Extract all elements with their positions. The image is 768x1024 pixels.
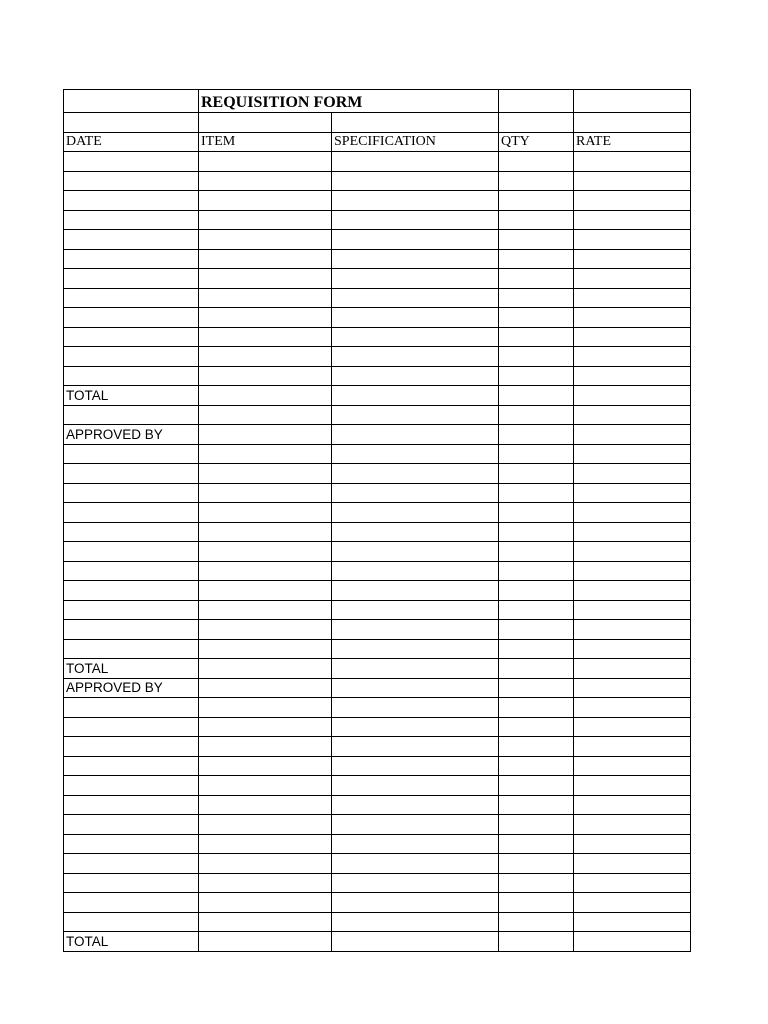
entry-row: [64, 600, 691, 620]
cell[interactable]: [64, 152, 199, 172]
cell[interactable]: [574, 815, 691, 835]
cell[interactable]: [574, 483, 691, 503]
cell[interactable]: [332, 288, 499, 308]
cell[interactable]: [499, 639, 574, 659]
cell[interactable]: [199, 873, 332, 893]
cell[interactable]: [64, 542, 199, 562]
cell[interactable]: [574, 464, 691, 484]
cell[interactable]: [332, 308, 499, 328]
cell[interactable]: [64, 405, 199, 425]
entry-row: [64, 327, 691, 347]
cell[interactable]: [64, 191, 199, 211]
form-body: [64, 90, 691, 952]
entry-row: [64, 854, 691, 874]
cell[interactable]: [332, 542, 499, 562]
cell[interactable]: [199, 269, 332, 289]
cell[interactable]: [199, 405, 332, 425]
cell[interactable]: [199, 191, 332, 211]
cell[interactable]: [499, 249, 574, 269]
entry-row: [64, 795, 691, 815]
cell[interactable]: [199, 581, 332, 601]
cell[interactable]: [574, 90, 691, 113]
cell[interactable]: [499, 737, 574, 757]
entry-row: [64, 815, 691, 835]
cell[interactable]: [499, 620, 574, 640]
total-row-label: TOTAL: [64, 932, 199, 952]
cell[interactable]: [332, 854, 499, 874]
cell[interactable]: [574, 659, 691, 679]
total-row: [64, 659, 691, 679]
cell[interactable]: [332, 698, 499, 718]
requisition-form-table: [63, 89, 691, 952]
cell[interactable]: [64, 366, 199, 386]
entry-row: [64, 503, 691, 523]
cell[interactable]: [499, 912, 574, 932]
cell[interactable]: [64, 269, 199, 289]
cell[interactable]: [64, 581, 199, 601]
cell[interactable]: [332, 522, 499, 542]
entry-row: [64, 366, 691, 386]
cell[interactable]: [574, 503, 691, 523]
cell[interactable]: [332, 210, 499, 230]
cell[interactable]: [332, 444, 499, 464]
cell[interactable]: [499, 932, 574, 952]
entry-row: [64, 522, 691, 542]
cell[interactable]: [574, 600, 691, 620]
entry-row: [64, 717, 691, 737]
cell[interactable]: [332, 581, 499, 601]
cell[interactable]: [199, 932, 332, 952]
cell[interactable]: [64, 561, 199, 581]
entry-row: [64, 873, 691, 893]
form-title: REQUISITION FORM: [199, 90, 499, 113]
cell[interactable]: [332, 893, 499, 913]
entry-row: [64, 912, 691, 932]
cell[interactable]: [199, 464, 332, 484]
entry-row: [64, 561, 691, 581]
cell[interactable]: [64, 776, 199, 796]
cell[interactable]: [574, 327, 691, 347]
cell[interactable]: [199, 717, 332, 737]
cell[interactable]: [199, 522, 332, 542]
cell[interactable]: [574, 834, 691, 854]
cell[interactable]: [64, 620, 199, 640]
total-row-label: TOTAL: [64, 386, 199, 406]
cell[interactable]: [499, 542, 574, 562]
cell[interactable]: [199, 483, 332, 503]
cell[interactable]: [199, 113, 332, 133]
entry-row: [64, 483, 691, 503]
cell[interactable]: [574, 347, 691, 367]
cell[interactable]: [199, 659, 332, 679]
cell[interactable]: [574, 932, 691, 952]
cell[interactable]: [574, 210, 691, 230]
cell[interactable]: [499, 834, 574, 854]
cell[interactable]: [199, 639, 332, 659]
cell[interactable]: [199, 912, 332, 932]
entry-row: [64, 444, 691, 464]
cell[interactable]: [499, 90, 574, 113]
cell[interactable]: [64, 288, 199, 308]
cell[interactable]: [199, 893, 332, 913]
cell[interactable]: [64, 327, 199, 347]
cell[interactable]: [332, 912, 499, 932]
header-item: ITEM: [199, 132, 332, 152]
cell[interactable]: [199, 308, 332, 328]
cell[interactable]: [574, 756, 691, 776]
cell[interactable]: [499, 776, 574, 796]
cell[interactable]: [574, 912, 691, 932]
cell[interactable]: [64, 854, 199, 874]
cell[interactable]: [499, 698, 574, 718]
cell[interactable]: [332, 932, 499, 952]
cell[interactable]: [499, 288, 574, 308]
cell[interactable]: [64, 600, 199, 620]
cell[interactable]: [499, 873, 574, 893]
cell[interactable]: [64, 308, 199, 328]
cell[interactable]: [574, 366, 691, 386]
cell[interactable]: [499, 191, 574, 211]
cell[interactable]: [574, 620, 691, 640]
cell[interactable]: [499, 483, 574, 503]
cell[interactable]: [574, 230, 691, 250]
cell[interactable]: [499, 210, 574, 230]
cell[interactable]: [499, 659, 574, 679]
cell[interactable]: [199, 561, 332, 581]
cell[interactable]: [574, 639, 691, 659]
header-date: DATE: [64, 132, 199, 152]
cell[interactable]: [199, 620, 332, 640]
total-row-label: TOTAL: [64, 659, 199, 679]
entry-row: [64, 834, 691, 854]
cell[interactable]: [332, 249, 499, 269]
cell[interactable]: [332, 464, 499, 484]
cell[interactable]: [64, 717, 199, 737]
spacer-row: [64, 405, 691, 425]
header-specification: SPECIFICATION: [332, 132, 499, 152]
cell[interactable]: [499, 327, 574, 347]
cell[interactable]: [574, 113, 691, 133]
header-rate: RATE: [574, 132, 691, 152]
cell[interactable]: [64, 113, 199, 133]
cell[interactable]: [332, 561, 499, 581]
cell[interactable]: [64, 756, 199, 776]
spacer-row: [64, 113, 691, 133]
cell[interactable]: [199, 834, 332, 854]
cell[interactable]: [499, 230, 574, 250]
entry-row: [64, 288, 691, 308]
cell[interactable]: [64, 873, 199, 893]
cell[interactable]: [64, 912, 199, 932]
cell[interactable]: [499, 503, 574, 523]
cell[interactable]: [64, 483, 199, 503]
cell[interactable]: [199, 327, 332, 347]
cell[interactable]: [64, 698, 199, 718]
cell[interactable]: [332, 327, 499, 347]
cell[interactable]: [332, 737, 499, 757]
entry-row: [64, 191, 691, 211]
cell[interactable]: [574, 542, 691, 562]
cell[interactable]: [199, 542, 332, 562]
cell[interactable]: [199, 795, 332, 815]
cell[interactable]: [499, 444, 574, 464]
cell[interactable]: [199, 776, 332, 796]
cell[interactable]: [574, 191, 691, 211]
cell[interactable]: [64, 522, 199, 542]
entry-row: [64, 249, 691, 269]
cell[interactable]: [332, 756, 499, 776]
cell[interactable]: [64, 795, 199, 815]
cell[interactable]: [64, 444, 199, 464]
total-row: [64, 386, 691, 406]
entry-row: [64, 893, 691, 913]
entry-row: [64, 542, 691, 562]
total-row: [64, 932, 691, 952]
cell[interactable]: [64, 834, 199, 854]
cell[interactable]: [574, 737, 691, 757]
cell[interactable]: [499, 522, 574, 542]
cell[interactable]: [574, 678, 691, 698]
cell[interactable]: [499, 366, 574, 386]
cell[interactable]: [199, 854, 332, 874]
cell[interactable]: [499, 464, 574, 484]
cell[interactable]: [332, 405, 499, 425]
cell[interactable]: [499, 347, 574, 367]
cell[interactable]: [332, 347, 499, 367]
cell[interactable]: [574, 795, 691, 815]
entry-row: [64, 737, 691, 757]
cell[interactable]: [199, 347, 332, 367]
cell[interactable]: [574, 308, 691, 328]
cell[interactable]: [499, 269, 574, 289]
cell[interactable]: [499, 717, 574, 737]
approved-by-row-label: APPROVED BY: [64, 425, 199, 445]
entry-row: [64, 620, 691, 640]
cell[interactable]: [199, 815, 332, 835]
approved-by-row: [64, 678, 691, 698]
entry-row: [64, 581, 691, 601]
entry-row: [64, 171, 691, 191]
cell[interactable]: [64, 815, 199, 835]
cell[interactable]: [64, 737, 199, 757]
cell[interactable]: [332, 503, 499, 523]
cell[interactable]: [332, 230, 499, 250]
cell[interactable]: [499, 152, 574, 172]
header-row: [64, 132, 691, 152]
cell[interactable]: [332, 639, 499, 659]
cell[interactable]: [332, 113, 499, 133]
cell[interactable]: [199, 152, 332, 172]
cell[interactable]: [199, 503, 332, 523]
header-qty: QTY: [499, 132, 574, 152]
cell[interactable]: [64, 230, 199, 250]
cell[interactable]: [574, 561, 691, 581]
cell[interactable]: [64, 347, 199, 367]
approved-by-row-label: APPROVED BY: [64, 678, 199, 698]
entry-row: [64, 776, 691, 796]
cell[interactable]: [499, 600, 574, 620]
cell[interactable]: [574, 269, 691, 289]
entry-row: [64, 698, 691, 718]
cell[interactable]: [199, 737, 332, 757]
cell[interactable]: [64, 503, 199, 523]
cell[interactable]: [64, 893, 199, 913]
cell[interactable]: [332, 600, 499, 620]
cell[interactable]: [332, 620, 499, 640]
cell[interactable]: [199, 386, 332, 406]
cell[interactable]: [499, 386, 574, 406]
cell[interactable]: [199, 678, 332, 698]
cell[interactable]: [499, 425, 574, 445]
cell[interactable]: [64, 171, 199, 191]
entry-row: [64, 152, 691, 172]
cell[interactable]: [574, 854, 691, 874]
cell[interactable]: [574, 405, 691, 425]
cell[interactable]: [574, 893, 691, 913]
cell[interactable]: [499, 405, 574, 425]
cell[interactable]: [332, 425, 499, 445]
cell[interactable]: [574, 425, 691, 445]
cell[interactable]: [499, 171, 574, 191]
cell[interactable]: [199, 698, 332, 718]
cell[interactable]: [574, 249, 691, 269]
entry-row: [64, 230, 691, 250]
cell[interactable]: [332, 815, 499, 835]
cell[interactable]: [199, 425, 332, 445]
cell[interactable]: [574, 873, 691, 893]
cell[interactable]: [574, 444, 691, 464]
cell[interactable]: [499, 756, 574, 776]
cell[interactable]: [574, 171, 691, 191]
cell[interactable]: [574, 522, 691, 542]
cell[interactable]: [332, 776, 499, 796]
cell[interactable]: [199, 171, 332, 191]
cell[interactable]: [499, 561, 574, 581]
cell[interactable]: [332, 269, 499, 289]
cell[interactable]: [199, 230, 332, 250]
cell[interactable]: [574, 288, 691, 308]
cell[interactable]: [332, 366, 499, 386]
cell[interactable]: [64, 210, 199, 230]
cell[interactable]: [332, 152, 499, 172]
title-row: [64, 90, 691, 113]
cell[interactable]: [499, 795, 574, 815]
cell[interactable]: [574, 776, 691, 796]
cell[interactable]: [574, 581, 691, 601]
entry-row: [64, 269, 691, 289]
cell[interactable]: [574, 152, 691, 172]
entry-row: [64, 347, 691, 367]
cell[interactable]: [64, 90, 199, 113]
cell[interactable]: [574, 698, 691, 718]
cell[interactable]: [499, 815, 574, 835]
cell[interactable]: [499, 893, 574, 913]
cell[interactable]: [199, 210, 332, 230]
cell[interactable]: [499, 678, 574, 698]
cell[interactable]: [332, 795, 499, 815]
cell[interactable]: [199, 288, 332, 308]
entry-row: [64, 210, 691, 230]
cell[interactable]: [574, 386, 691, 406]
entry-row: [64, 464, 691, 484]
cell[interactable]: [64, 464, 199, 484]
cell[interactable]: [199, 756, 332, 776]
cell[interactable]: [199, 249, 332, 269]
cell[interactable]: [199, 366, 332, 386]
cell[interactable]: [332, 834, 499, 854]
cell[interactable]: [199, 600, 332, 620]
cell[interactable]: [499, 308, 574, 328]
cell[interactable]: [332, 678, 499, 698]
entry-row: [64, 308, 691, 328]
cell[interactable]: [499, 854, 574, 874]
cell[interactable]: [332, 659, 499, 679]
approved-by-row: [64, 425, 691, 445]
cell[interactable]: [64, 639, 199, 659]
cell[interactable]: [499, 113, 574, 133]
cell[interactable]: [332, 191, 499, 211]
cell[interactable]: [332, 386, 499, 406]
cell[interactable]: [332, 873, 499, 893]
cell[interactable]: [64, 249, 199, 269]
entry-row: [64, 639, 691, 659]
cell[interactable]: [499, 581, 574, 601]
cell[interactable]: [332, 717, 499, 737]
cell[interactable]: [332, 171, 499, 191]
cell[interactable]: [199, 444, 332, 464]
cell[interactable]: [332, 483, 499, 503]
cell[interactable]: [574, 717, 691, 737]
entry-row: [64, 756, 691, 776]
